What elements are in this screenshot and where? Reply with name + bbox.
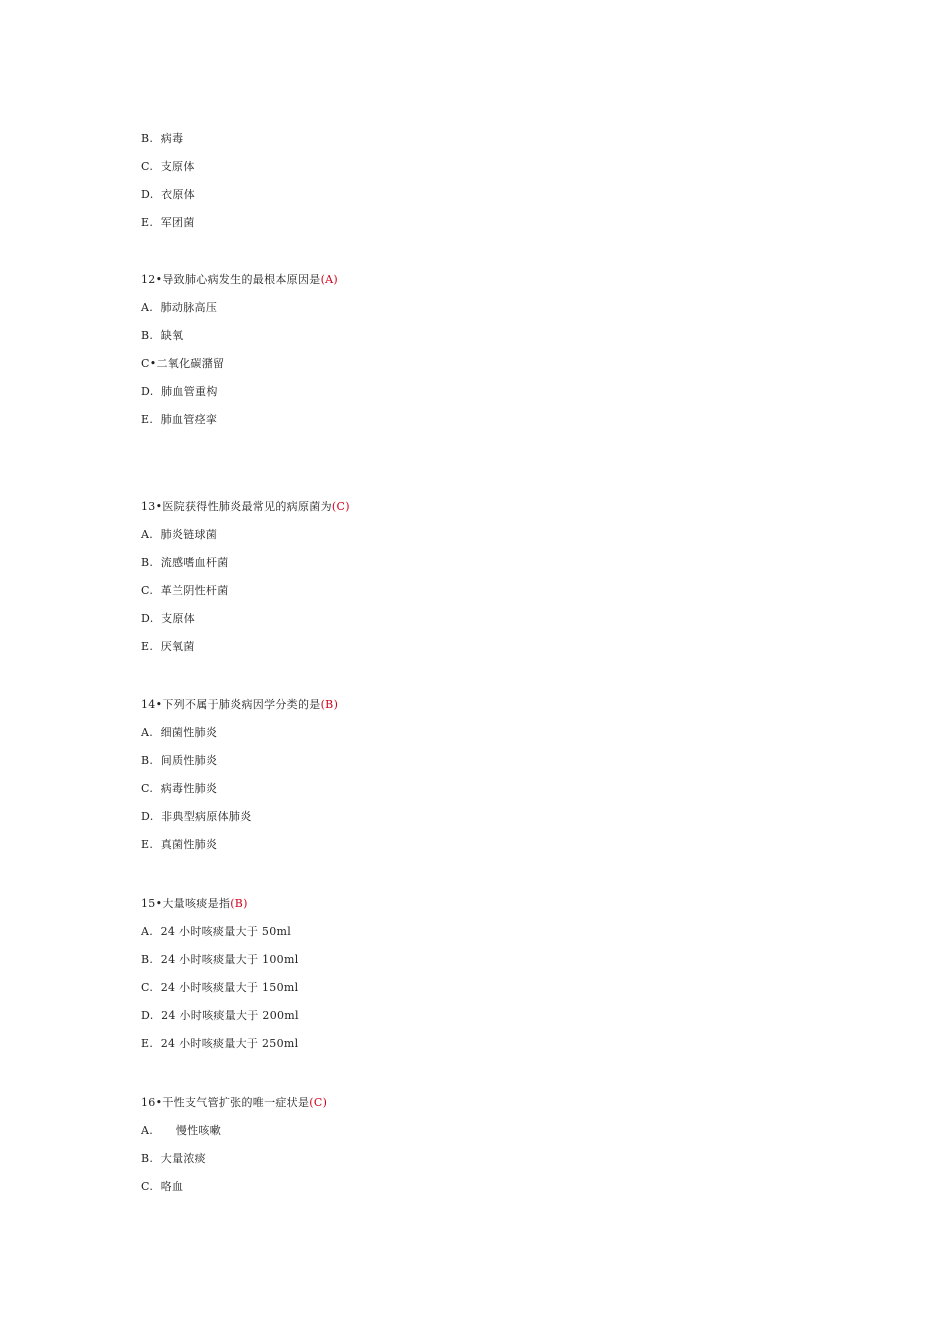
option-line: E. 24 小时咳痰量大于 250ml (141, 1037, 299, 1050)
question-line (141, 273, 338, 287)
option-line: E. 厌氧菌 (141, 640, 195, 653)
option-line: A. 肺动脉高压 (141, 301, 218, 314)
option-line: B. 24 小时咳痰量大于 100ml (141, 953, 299, 966)
question-line (141, 1096, 327, 1110)
question-text: 15•大量咳痰是指 (141, 897, 231, 910)
question-line (141, 500, 350, 514)
option-line: A. 24 小时咳痰量大于 50ml (141, 925, 292, 938)
option-line: D. 衣原体 (141, 188, 196, 201)
option-line: C. 24 小时咳痰量大于 150ml (141, 981, 299, 994)
option-line: E. 肺血管痉挛 (141, 413, 218, 426)
question-text: 16•干性支气管扩张的唯一症状是 (141, 1096, 310, 1109)
option-line: C. 咯血 (141, 1180, 184, 1193)
answer-key: (B) (230, 897, 248, 910)
option-line: A. 细菌性肺炎 (141, 726, 218, 739)
option-line: D. 非典型病原体肺炎 (141, 810, 252, 823)
option-line: C•二氧化碳潴留 (141, 357, 225, 370)
question-text: 13•医院获得性肺炎最常见的病原菌为 (141, 500, 332, 513)
option-line: C. 支原体 (141, 160, 195, 173)
option-line: E. 军团菌 (141, 216, 195, 229)
answer-key: (A) (320, 273, 339, 286)
question-text: 12•导致肺心病发生的最根本原因是 (141, 273, 321, 286)
answer-key: (B) (320, 698, 339, 711)
option-line: C. 革兰阴性杆菌 (141, 584, 229, 597)
option-line: D. 24 小时咳痰量大于 200ml (141, 1009, 299, 1022)
option-line: D. 肺血管重构 (141, 385, 218, 398)
option-line: B. 间质性肺炎 (141, 754, 218, 767)
question-line (141, 897, 248, 911)
option-line: E. 真菌性肺炎 (141, 838, 218, 851)
option-line: A. 慢性咳嗽 (141, 1124, 222, 1137)
option-line: B. 缺氧 (141, 329, 184, 342)
option-line: D. 支原体 (141, 612, 196, 625)
option-line: A. 肺炎链球菌 (141, 528, 218, 541)
option-line: B. 病毒 (141, 132, 184, 145)
option-line: C. 病毒性肺炎 (141, 782, 218, 795)
option-line: B. 大量浓痰 (141, 1152, 206, 1165)
question-text: 14•下列不属于肺炎病因学分类的是 (141, 698, 321, 711)
answer-key: (C) (309, 1096, 328, 1109)
question-line (141, 698, 338, 712)
answer-key: (C) (331, 500, 350, 513)
option-line: B. 流感嗜血杆菌 (141, 556, 229, 569)
